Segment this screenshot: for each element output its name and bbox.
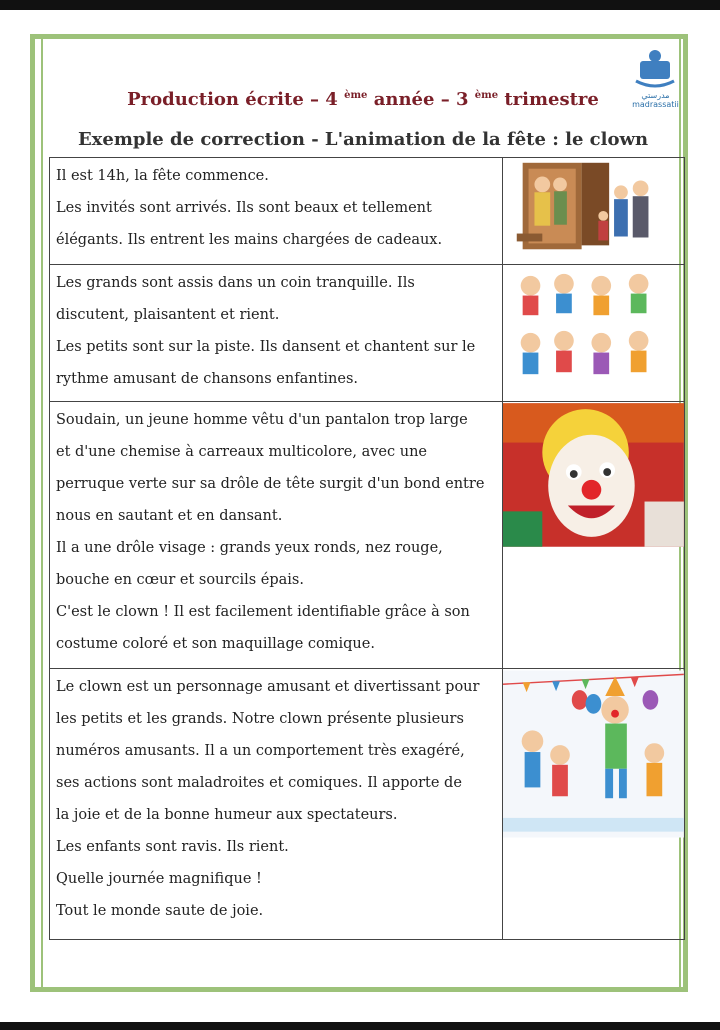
text-line: Tout le monde saute de joie. bbox=[56, 903, 264, 919]
paragraph-cell bbox=[50, 158, 503, 265]
text-line: Il est 14h, la fête commence. bbox=[56, 168, 269, 184]
text-line: Les invités sont arrivés. Ils sont beaux et tellement bbox=[56, 200, 432, 216]
correction-table bbox=[49, 157, 685, 940]
text-line: Les enfants sont ravis. Ils rient. bbox=[56, 839, 289, 855]
text-line: perruque verte sur sa drôle de tête surgit d'un bond entre bbox=[56, 476, 485, 492]
text-line: nous en sautant et en dansant. bbox=[56, 508, 283, 524]
text-line: Les grands sont assis dans un coin tranquille. Ils bbox=[56, 275, 415, 291]
text-line: élégants. Ils entrent les mains chargées de cadeaux. bbox=[56, 232, 443, 248]
text-line: discutent, plaisantent et rient. bbox=[56, 307, 280, 323]
text-line: la joie et de la bonne humeur aux spectateurs. bbox=[56, 807, 398, 823]
bottom-edge bbox=[0, 1022, 720, 1030]
top-edge bbox=[0, 0, 720, 10]
text-line: C'est le clown ! Il est facilement identifiable grâce à son bbox=[56, 604, 470, 620]
page-subtitle: Exemple de correction - L'animation de la fête : le clown bbox=[77, 129, 649, 150]
clown-party-illustration bbox=[503, 669, 684, 839]
guests-arriving-illustration bbox=[503, 158, 684, 258]
text-line: Il a une drôle visage : grands yeux ronds, nez rouge, bbox=[56, 540, 443, 556]
text-line: bouche en cœur et sourcils épais. bbox=[56, 572, 304, 588]
illustration-cell bbox=[503, 669, 685, 940]
page-title: Production écrite – 4 $^{ème}$ année – 3 $^{ème}$ trimestre bbox=[127, 89, 599, 110]
text-line: rythme amusant de chansons enfantines. bbox=[56, 371, 359, 387]
clown-photo bbox=[503, 402, 684, 548]
text-line: ses actions sont maladroites et comiques. Il apporte de bbox=[56, 775, 462, 791]
illustration-cell bbox=[503, 265, 685, 402]
table-row bbox=[50, 669, 685, 940]
paragraph-cell bbox=[50, 669, 503, 940]
children-singing-illustration bbox=[503, 265, 684, 389]
text-line: Soudain, un jeune homme vêtu d'un pantalon trop large bbox=[56, 412, 468, 428]
table-row bbox=[50, 265, 685, 402]
text-line: les petits et les grands. Notre clown présente plusieurs bbox=[56, 711, 464, 727]
paragraph-cell bbox=[50, 402, 503, 669]
text-line: numéros amusants. Il a un comportement très exagéré, bbox=[56, 743, 465, 759]
text-line: Le clown est un personnage amusant et divertissant pour bbox=[56, 679, 480, 695]
table-row bbox=[50, 402, 685, 669]
inner-frame bbox=[41, 39, 681, 987]
page-frame bbox=[30, 34, 688, 992]
text-line: et d'une chemise à carreaux multicolore, avec une bbox=[56, 444, 427, 460]
logo-text: مدرستي madrassatii bbox=[632, 91, 679, 109]
text-line: Les petits sont sur la piste. Ils dansent et chantent sur le bbox=[56, 339, 476, 355]
table-row bbox=[50, 158, 685, 265]
paragraph-cell bbox=[50, 265, 503, 402]
text-line: costume coloré et son maquillage comique. bbox=[56, 636, 375, 652]
text-line: Quelle journée magnifique ! bbox=[56, 871, 262, 887]
illustration-cell bbox=[503, 158, 685, 265]
illustration-cell bbox=[503, 402, 685, 669]
